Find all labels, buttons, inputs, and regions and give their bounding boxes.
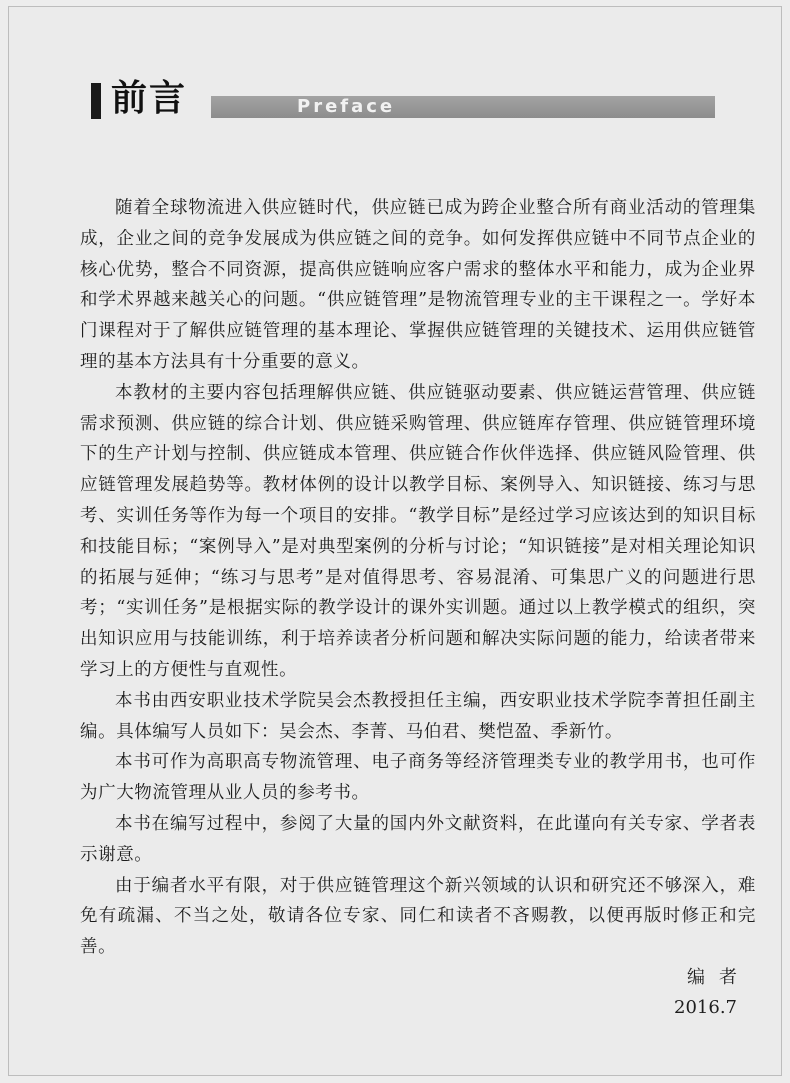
paragraph: 随着全球物流进入供应链时代，供应链已成为跨企业整合所有商业活动的管理集成，企业之间的竞争发展成为供应链之间的竞争。如何发挥供应链中不同节点企业的核心优势，整合不同资源，提高供应链响应客户需求的整体水平和能力，成为企业界和学术界越来越关心的问题。“供应链管理”是物流管理专业的主干课程之一。学好本门课程对于了解供应链管理的基本理论、掌握供应链管理的关键技术、运用供应链管理的基本方法具有十分重要的意义。: [80, 198, 756, 372]
preface-body: [80, 193, 756, 963]
signature-block: [674, 963, 751, 1023]
paragraph: 由于编者水平有限，对于供应链管理这个新兴领域的认识和研究还不够深入，难免有疏漏、不当之处，敬请各位专家、同仁和读者不吝赐教，以便再版时修正和完善。: [80, 875, 756, 958]
page-subtitle: Preface: [297, 96, 396, 117]
signature-date: 2016.7: [674, 997, 737, 1018]
book-page: [8, 6, 782, 1076]
header-bar-marker: [91, 83, 101, 119]
preface-header: [91, 79, 715, 123]
paragraph: 本教材的主要内容包括理解供应链、供应链驱动要素、供应链运营管理、供应链需求预测、供应链的综合计划、供应链采购管理、供应链库存管理、供应链管理环境下的生产计划与控制、供应链成本管理、供应链合作伙伴选择、供应链风险管理、供应链管理发展趋势等。教材体例的设计以教学目标、案例导入、知识链接、练习与思考、实训任务等作为每一个项目的安排。“教学目标”是经过学习应该达到的知识目标和技能目标；“案例导入”是对典型案例的分析与讨论；“知识链接”是对相关理论知识的拓展与延伸；“练习与思考”是对值得思考、容易混淆、可集思广义的问题进行思考；“实训任务”是根据实际的教学设计的课外实训题。通过以上教学模式的组织，突出知识应用与技能训练，利于培养读者分析问题和解决实际问题的能力，给读者带来学习上的方便性与直观性。: [80, 382, 756, 680]
paragraph: 本书在编写过程中，参阅了大量的国内外文献资料，在此谨向有关专家、学者表示谢意。: [80, 813, 756, 865]
page-title: 前言: [111, 78, 188, 119]
paragraph: 本书由西安职业技术学院吴会杰教授担任主编，西安职业技术学院李菁担任副主编。具体编写人员如下：吴会杰、李菁、马伯君、樊恺盈、季新竹。: [80, 690, 756, 742]
author-role: 编者: [687, 967, 751, 988]
paragraph: 本书可作为高职高专物流管理、电子商务等经济管理类专业的教学用书，也可作为广大物流管理从业人员的参考书。: [80, 752, 756, 804]
header-band: [211, 96, 715, 118]
